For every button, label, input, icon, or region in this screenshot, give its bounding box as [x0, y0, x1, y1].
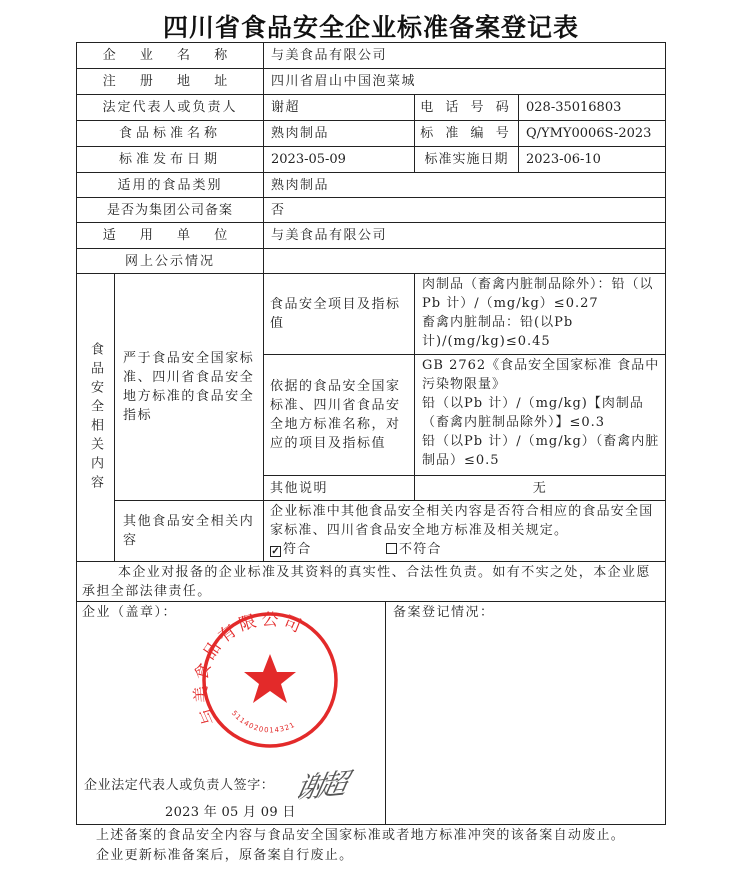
standard-no-value: Q/YMY0006S-2023	[526, 126, 652, 141]
applicable-unit-value: 与美食品有限公司	[271, 228, 388, 243]
standard-name-value: 熟肉制品	[271, 126, 330, 141]
signature-label: 企业法定代表人或负责人签字：	[84, 778, 275, 793]
safety-items-value-line: 畜禽内脏制品：铅(以Pb 计)/(mg/kg)≤0.45	[422, 315, 574, 349]
publish-date-value: 2023-05-09	[271, 152, 346, 167]
safety-items-value	[415, 275, 665, 354]
group-filing-label: 是否为集团公司备案	[106, 202, 233, 218]
phone-value: 028-35016803	[526, 100, 622, 115]
safety-section-label-wrap	[77, 274, 114, 561]
safety-items-label: 食品安全项目及指标值	[270, 297, 401, 331]
legal-rep-label: 法定代表人或负责人	[102, 100, 238, 115]
form-title: 四川省食品安全企业标准备案登记表	[162, 13, 579, 42]
applicable-unit-label: 适 用 单 位	[102, 228, 238, 243]
seal-text: 与美食品有限公司	[191, 610, 308, 728]
noncomply-option[interactable]	[386, 540, 442, 559]
food-category-value: 熟肉制品	[271, 177, 330, 193]
basis-standard-value-line: GB 2762《食品安全国家标准 食品中污染物限量》	[422, 358, 660, 392]
basis-standard-value-line: 铅（以Pb 计）/（mg/kg)【肉制品（畜禽内脏制品除外）】≤0.3	[422, 396, 644, 430]
handwritten-signature: 谢超	[292, 766, 348, 806]
company-seal	[190, 610, 350, 750]
company-name-label: 企 业 名 称	[102, 48, 238, 63]
table-border-right	[665, 42, 666, 824]
other-content-label: 其他食品安全相关内容	[123, 514, 255, 548]
other-content-text: 企业标准中其他食品安全相关内容是否符合相应的食品安全国家标准、四川省食品安全地方标准及相关规定。	[270, 504, 654, 538]
legal-rep-value: 谢超	[271, 100, 301, 115]
row-divider	[76, 561, 666, 562]
comply-checkbox[interactable]: ✓	[271, 546, 280, 557]
other-content-value	[264, 502, 665, 561]
seal-label: 企业（盖章）：	[82, 605, 178, 620]
registration-label: 备案登记情况：	[393, 605, 495, 620]
address-value: 四川省眉山中国泡菜城	[271, 74, 417, 89]
table-border-bottom	[76, 824, 666, 825]
basis-standard-value-line: 铅（以Pb 计）/（mg/kg）（畜禽内脏制品）≤0.5	[422, 434, 660, 468]
seal-star-icon	[244, 654, 296, 703]
other-note-value: 无	[532, 480, 548, 496]
noncomply-checkbox[interactable]	[386, 543, 397, 554]
basis-standard-label: 依据的食品安全国家标准、四川省食品安全地方标准名称，对应的项目及指标值	[270, 379, 401, 451]
strict-indicators-label: 严于食品安全国家标准、四川省食品安全地方标准的食品安全指标	[123, 351, 255, 423]
publish-date-label: 标准发布日期	[118, 152, 221, 167]
basis-standard-value	[415, 356, 665, 475]
footer-note-1: 上述备案的食品安全内容与食品安全国家标准或者地方标准冲突的该备案自动废止。	[96, 828, 626, 843]
online-publicity-label: 网上公示情况	[124, 253, 215, 269]
other-note-label: 其他说明	[270, 480, 329, 496]
standard-no-label: 标 准 编 号	[420, 126, 513, 141]
safety-items-value-line: 肉制品（畜禽内脏制品除外）：铅（以Pb 计）/（mg/kg）≤0.27	[422, 277, 654, 311]
company-name-value: 与美食品有限公司	[271, 48, 388, 63]
comply-label: 符合	[283, 542, 312, 557]
safety-section-label: 食品安全相关内容	[88, 341, 103, 494]
standard-name-label: 食品标准名称	[118, 126, 221, 141]
address-label: 注 册 地 址	[102, 74, 238, 89]
comply-option[interactable]	[270, 540, 386, 559]
sign-date: 2023 年 05 月 09 日	[165, 805, 296, 820]
effective-date-label: 标准实施日期	[424, 152, 509, 167]
effective-date-value: 2023-06-10	[526, 152, 601, 167]
food-category-label: 适用的食品类别	[117, 177, 223, 193]
row-divider	[76, 601, 666, 602]
declaration-text: 本企业对报备的企业标准及其资料的真实性、合法性负责。如有不实之处，本企业愿承担全部法律责任。	[82, 565, 651, 599]
compliance-options	[270, 540, 662, 559]
phone-label: 电 话 号 码	[420, 100, 513, 115]
noncomply-label: 不符合	[399, 542, 442, 557]
online-publicity-value	[264, 249, 664, 273]
group-filing-value: 否	[271, 202, 286, 218]
seal-number: 5114020014321	[229, 709, 297, 735]
footer-note-2: 企业更新标准备案后，原备案自行废止。	[96, 848, 354, 863]
col-divider	[385, 601, 386, 824]
